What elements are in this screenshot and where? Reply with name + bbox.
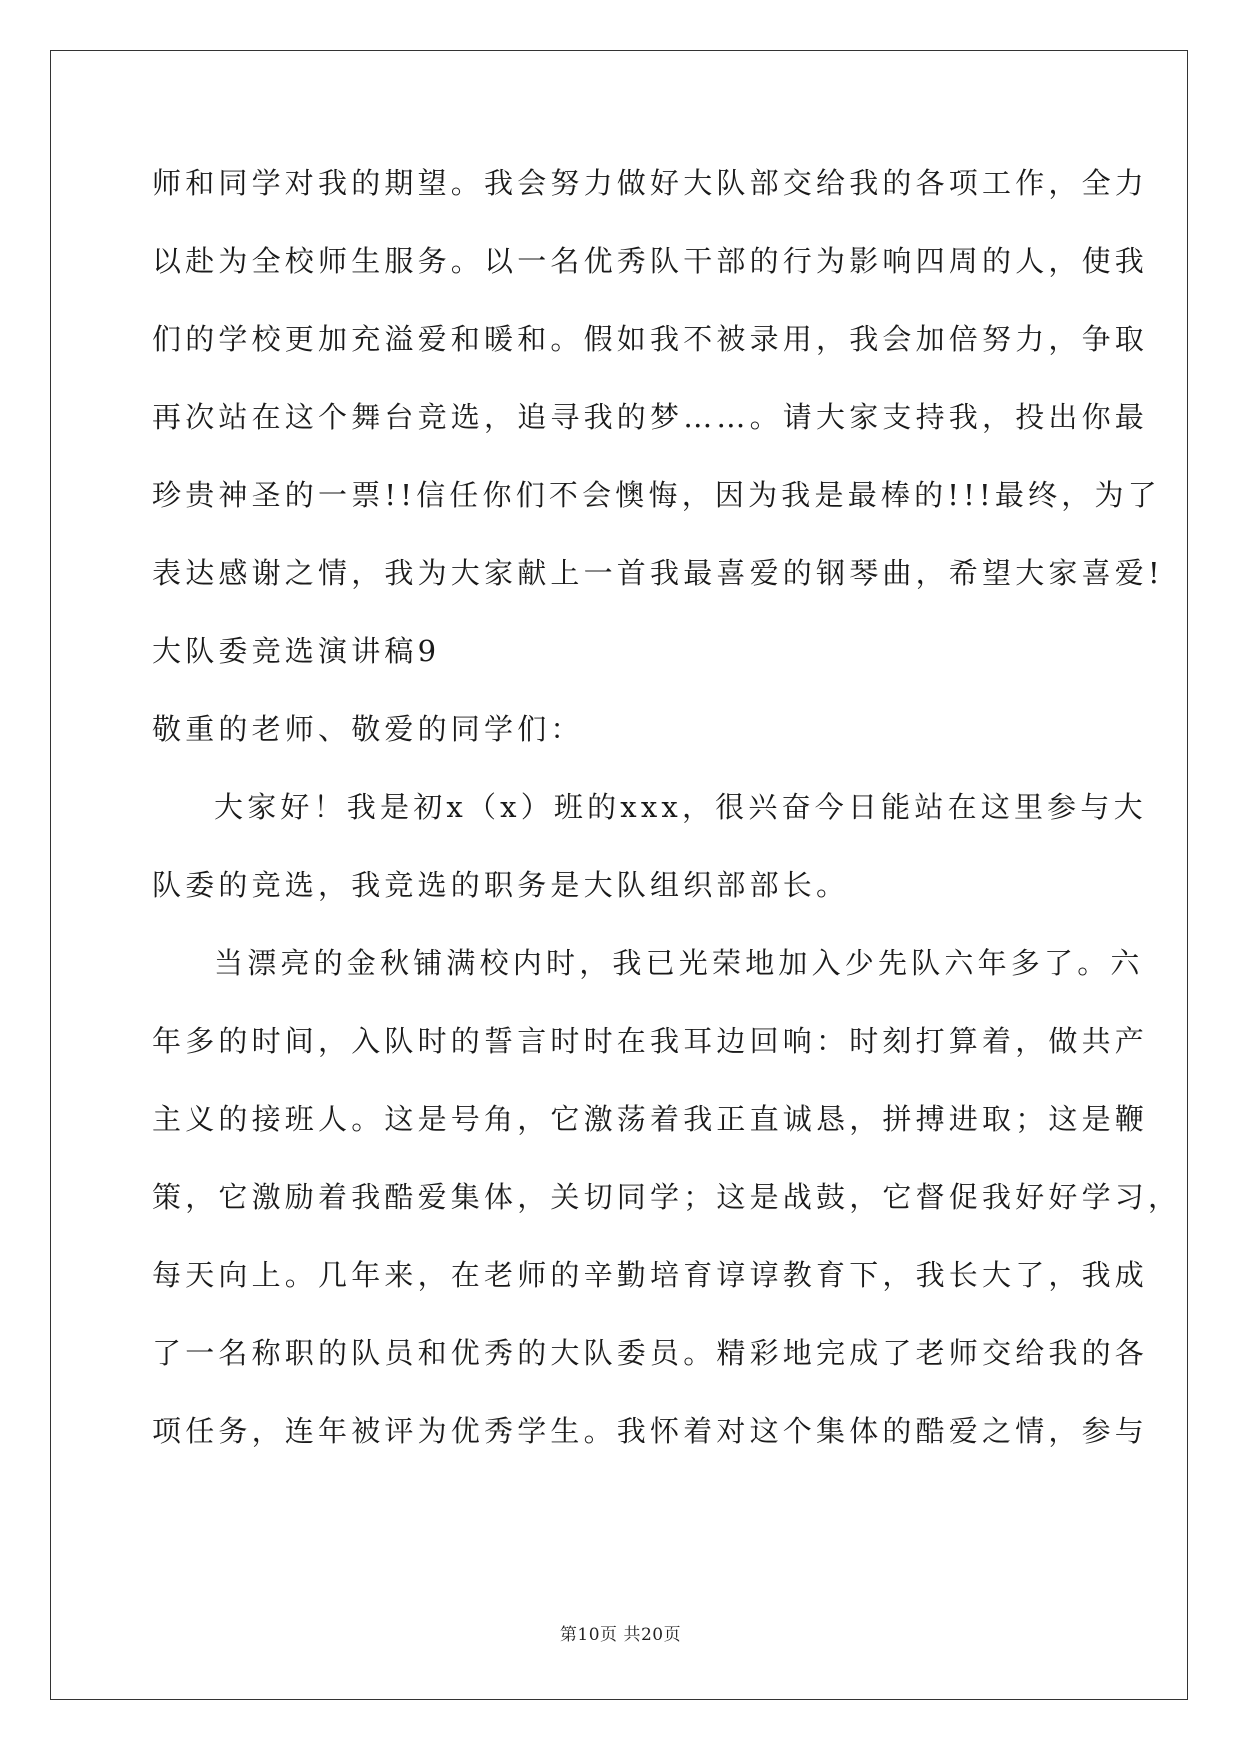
text-line: 们的学校更加充溢爱和暖和。假如我不被录用，我会加倍努力，争取 xyxy=(152,322,1149,356)
text-line: 师和同学对我的期望。我会努力做好大队部交给我的各项工作，全力 xyxy=(152,166,1149,200)
text-line: 珍贵神圣的一票!!信任你们不会懊悔，因为我是最棒的!!!最终，为了 xyxy=(152,478,1161,512)
text-line: 队委的竞选，我竞选的职务是大队组织部部长。 xyxy=(152,868,850,902)
text-line: 了一名称职的队员和优秀的大队委员。精彩地完成了老师交给我的各 xyxy=(152,1336,1149,1370)
paragraph-start-line: 大家好！我是初x（x）班的xxx，很兴奋今日能站在这里参与大 xyxy=(214,790,1147,824)
text-line: 以赴为全校师生服务。以一名优秀队干部的行为影响四周的人，使我 xyxy=(152,244,1149,278)
text-line: 主义的接班人。这是号角，它激荡着我正直诚恳，拼搏进取；这是鞭 xyxy=(152,1102,1149,1136)
text-line: 再次站在这个舞台竞选，追寻我的梦……。请大家支持我，投出你最 xyxy=(152,400,1149,434)
section-heading: 大队委竞选演讲稿9 xyxy=(152,634,441,668)
salutation: 敬重的老师、敬爱的同学们： xyxy=(152,712,584,746)
paragraph-start-line: 当漂亮的金秋铺满校内时，我已光荣地加入少先队六年多了。六 xyxy=(214,946,1144,980)
page-number-footer: 第10页 共20页 xyxy=(559,1625,682,1645)
text-line: 每天向上。几年来，在老师的辛勤培育谆谆教育下，我长大了，我成 xyxy=(152,1258,1149,1292)
text-line: 项任务，连年被评为优秀学生。我怀着对这个集体的酷爱之情，参与 xyxy=(152,1414,1149,1448)
text-line: 策，它激励着我酷爱集体，关切同学；这是战鼓，它督促我好好学习， xyxy=(152,1180,1182,1214)
text-line: 表达感谢之情，我为大家献上一首我最喜爱的钢琴曲，希望大家喜爱! xyxy=(152,556,1164,590)
document-body xyxy=(152,162,1182,1488)
text-line: 年多的时间，入队时的誓言时时在我耳边回响：时刻打算着，做共产 xyxy=(152,1024,1149,1058)
